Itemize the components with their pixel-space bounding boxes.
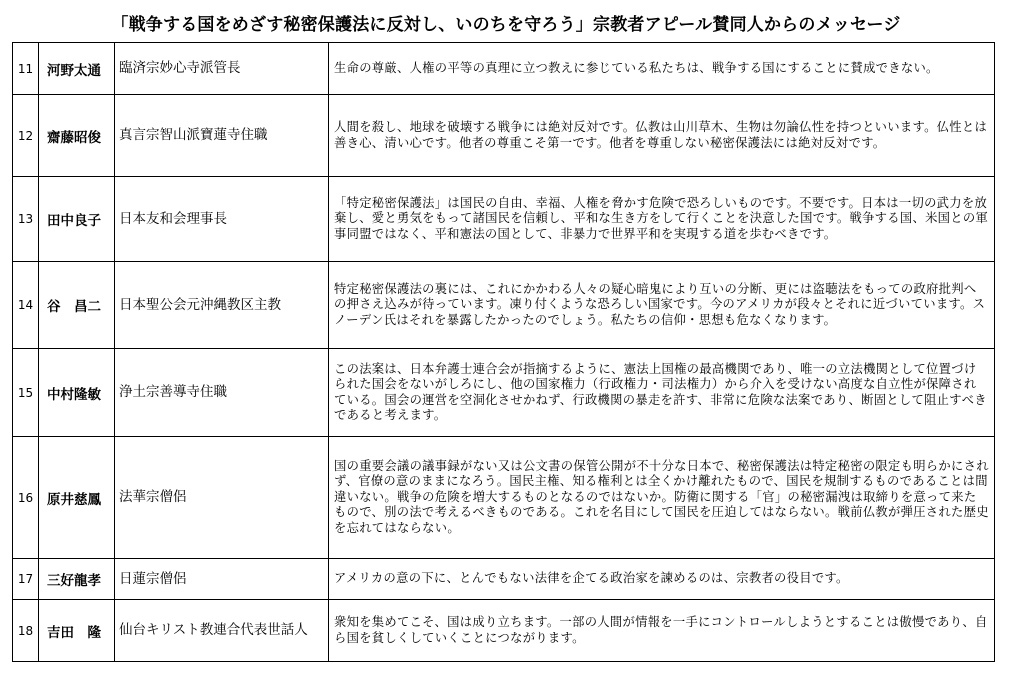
message: 生命の尊厳、人権の平等の真理に立つ教えに参じている私たちは、戦争する国にすることに賛成できない。	[329, 43, 995, 95]
table-row	[13, 262, 995, 349]
message-table	[12, 42, 995, 662]
message: 衆知を集めてこそ、国は成り立ちます。一部の人間が情報を一手にコントロールしようとすることは傲慢であり、自ら国を貧しくしていくことにつながります。	[329, 600, 995, 662]
row-number: 18	[13, 600, 39, 662]
affiliation: 日本聖公会元沖縄教区主教	[115, 262, 329, 349]
table-row	[13, 95, 995, 177]
affiliation: 仙台キリスト教連合代表世話人	[115, 600, 329, 662]
table-row	[13, 177, 995, 262]
message: 人間を殺し、地球を破壊する戦争には絶対反対です。仏教は山川草木、生物は勿論仏性を持つといいます。仏性とは善き心、清い心です。他者の尊重こそ第一です。他者を尊重しない秘密保護法には絶対反対です。	[329, 95, 995, 177]
person-name: 三好龍孝	[39, 559, 115, 600]
affiliation: 真言宗智山派寶蓮寺住職	[115, 95, 329, 177]
affiliation: 浄土宗善導寺住職	[115, 349, 329, 437]
row-number: 15	[13, 349, 39, 437]
message: 国の重要会議の議事録がない又は公文書の保管公開が不十分な日本で、秘密保護法は特定秘密の限定も明らかにされず、官僚の意のままになろう。国民主権、知る権利とは全くかけ離れたもので、国民を規制するものであることは間違いない。戦争の危険を増大するものとなるのではないか。防衛に関する「官」の秘密漏洩は取締りを意って来たもので、別の法で考えるべきものである。これを名目にして国民を圧迫してはならない。戦前仏教が弾圧された歴史を忘れてはならない。	[329, 437, 995, 559]
affiliation: 臨済宗妙心寺派管長	[115, 43, 329, 95]
table-row	[13, 437, 995, 559]
message: この法案は、日本弁護士連合会が指摘するように、憲法上国権の最高機関であり、唯一の立法機関として位置づけられた国会をないがしろにし、他の国家権力（行政権力・司法権力）から介入を受けない高度な自立性が保障されている。国会の運営を空洞化させかねず、行政機関の暴走を許す、非常に危険な法案であり、断固として阻止すべきであると考えます。	[329, 349, 995, 437]
person-name: 中村隆敏	[39, 349, 115, 437]
table-row	[13, 349, 995, 437]
message: アメリカの意の下に、とんでもない法律を企てる政治家を諫めるのは、宗教者の役目です。	[329, 559, 995, 600]
person-name: 原井慈鳳	[39, 437, 115, 559]
affiliation: 日蓮宗僧侶	[115, 559, 329, 600]
row-number: 13	[13, 177, 39, 262]
person-name: 谷 昌二	[39, 262, 115, 349]
row-number: 17	[13, 559, 39, 600]
person-name: 吉田 隆	[39, 600, 115, 662]
row-number: 11	[13, 43, 39, 95]
row-number: 16	[13, 437, 39, 559]
table-row	[13, 600, 995, 662]
person-name: 河野太通	[39, 43, 115, 95]
person-name: 田中良子	[39, 177, 115, 262]
message: 特定秘密保護法の裏には、これにかかわる人々の疑心暗鬼により互いの分断、更には盗聴法をもっての政府批判への押さえ込みが待っています。凍り付くような恐ろしい国家です。今のアメリカが段々とそれに近づいています。スノーデン氏はそれを暴露したかったのでしょう。私たちの信仰・思想も危なくなります。	[329, 262, 995, 349]
row-number: 12	[13, 95, 39, 177]
table-row	[13, 43, 995, 95]
row-number: 14	[13, 262, 39, 349]
table-row	[13, 559, 995, 600]
message: 「特定秘密保護法」は国民の自由、幸福、人権を脅かす危険で恐ろしいものです。不要です。日本は一切の武力を放棄し、愛と勇気をもって諸国民を信頼し、平和な生き方をして行くことを決意した国です。戦争する国、米国との軍事同盟ではなく、平和憲法の国として、非暴力で世界平和を実現する道を歩むべきです。	[329, 177, 995, 262]
affiliation: 日本友和会理事長	[115, 177, 329, 262]
page-title: 「戦争する国をめざす秘密保護法に反対し、いのちを守ろう」宗教者アピール賛同人からのメッセージ	[111, 15, 901, 35]
person-name: 齋藤昭俊	[39, 95, 115, 177]
affiliation: 法華宗僧侶	[115, 437, 329, 559]
